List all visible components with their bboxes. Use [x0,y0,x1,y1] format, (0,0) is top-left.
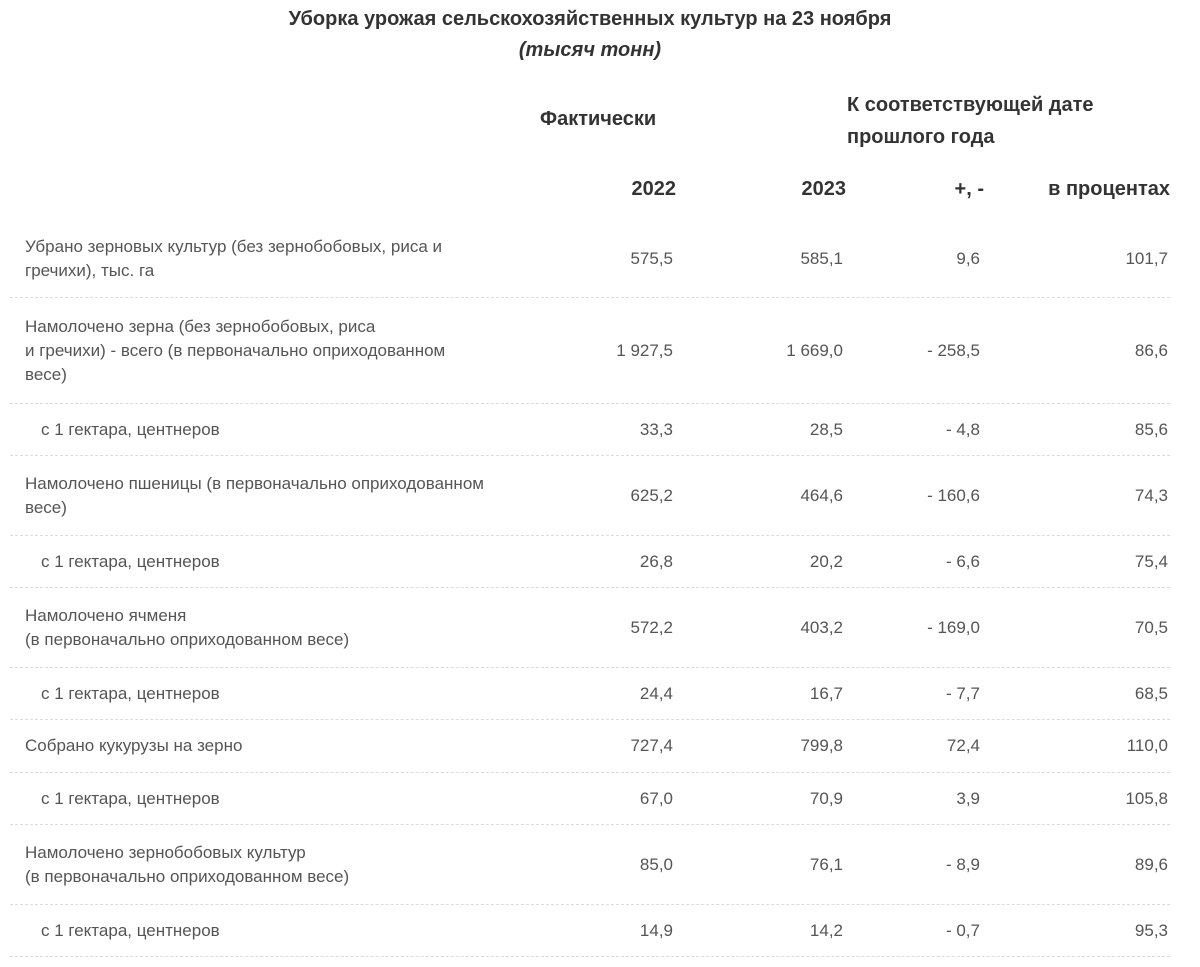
value-diff: - 4,8 [945,419,980,439]
header-diff: +, - [954,178,984,200]
value-diff: - 8,9 [945,854,980,874]
table-row [10,456,1170,536]
value-percent: 85,6 [1134,419,1168,439]
value-2022: 24,4 [639,683,673,703]
table-row [10,220,1170,298]
page-title: Уборка урожая сельскохозяйственных культур на 23 ноября [288,8,892,30]
header-fact: Фактически [540,108,657,130]
value-percent: 74,3 [1134,485,1168,505]
value-2022: 33,3 [639,419,673,439]
row-label: Намолочено пшеницы (в первоначально оприходованном весе) [25,473,484,517]
value-2023: 14,2 [809,920,843,940]
table-row [10,298,1170,404]
header-compare: К соответствующей дате прошлого года [847,94,1094,148]
value-2023: 799,8 [800,736,843,755]
value-percent: 75,4 [1134,551,1168,571]
table-row [10,773,1170,825]
value-diff: - 0,7 [945,920,980,940]
row-label: Убрано зерновых культур (без зернобобовых, риса и гречихи), тыс. га [25,236,442,280]
row-label: с 1 гектара, центнеров [41,551,220,571]
row-label: Намолочено ячменя (в первоначально оприходованном весе) [25,605,350,649]
row-label: Намолочено зерна (без зернобобовых, риса и гречихи) - всего (в первоначально оприходованном весе) [25,316,446,384]
row-label: Намолочено зернобобовых культур (в первоначально оприходованном весе) [25,842,350,886]
header-percent: в процентах [1048,178,1170,200]
header-2023: 2023 [801,178,846,200]
value-2022: 625,2 [630,485,673,505]
header-2022: 2022 [631,178,676,200]
page-subtitle: (тысяч тонн) [518,39,662,61]
value-2023: 70,9 [809,788,843,808]
value-2023: 464,6 [800,485,843,505]
row-label: с 1 гектара, центнеров [41,920,220,940]
value-2022: 727,4 [630,736,673,755]
value-percent: 110,0 [1126,736,1168,755]
value-2022: 67,0 [639,788,673,808]
value-2022: 26,8 [639,551,673,571]
value-diff: 3,9 [956,788,980,808]
harvest-table [10,220,1170,957]
value-diff: 72,4 [946,736,980,755]
value-percent: 86,6 [1134,340,1168,360]
table-row [10,668,1170,720]
value-percent: 101,7 [1125,248,1168,268]
row-label: с 1 гектара, центнеров [41,788,220,808]
row-label: Собрано кукурузы на зерно [25,736,243,755]
value-2022: 1 927,5 [616,340,673,360]
row-label: с 1 гектара, центнеров [41,683,220,703]
value-percent: 70,5 [1134,617,1168,637]
value-percent: 105,8 [1125,788,1168,808]
value-percent: 89,6 [1134,854,1168,874]
row-label: с 1 гектара, центнеров [41,419,220,439]
value-2023: 20,2 [809,551,843,571]
value-2023: 403,2 [800,617,843,637]
table-row [10,905,1170,957]
value-percent: 95,3 [1134,920,1168,940]
value-2023: 28,5 [809,419,843,439]
table-row [10,536,1170,588]
value-2022: 572,2 [630,617,673,637]
value-2023: 585,1 [800,248,843,268]
value-diff: - 7,7 [945,683,980,703]
value-diff: - 258,5 [927,340,980,360]
value-diff: - 160,6 [927,485,980,505]
table-row [10,404,1170,456]
value-2022: 14,9 [639,920,673,940]
value-diff: - 6,6 [945,551,980,571]
value-2022: 575,5 [630,248,673,268]
value-2023: 1 669,0 [786,340,843,360]
value-2023: 16,7 [809,683,843,703]
value-diff: - 169,0 [927,617,980,637]
table-row [10,825,1170,905]
value-2023: 76,1 [809,854,843,874]
table-row [10,588,1170,668]
value-diff: 9,6 [956,248,980,268]
table-row [10,720,1170,773]
value-percent: 68,5 [1134,683,1168,703]
value-2022: 85,0 [639,854,673,874]
